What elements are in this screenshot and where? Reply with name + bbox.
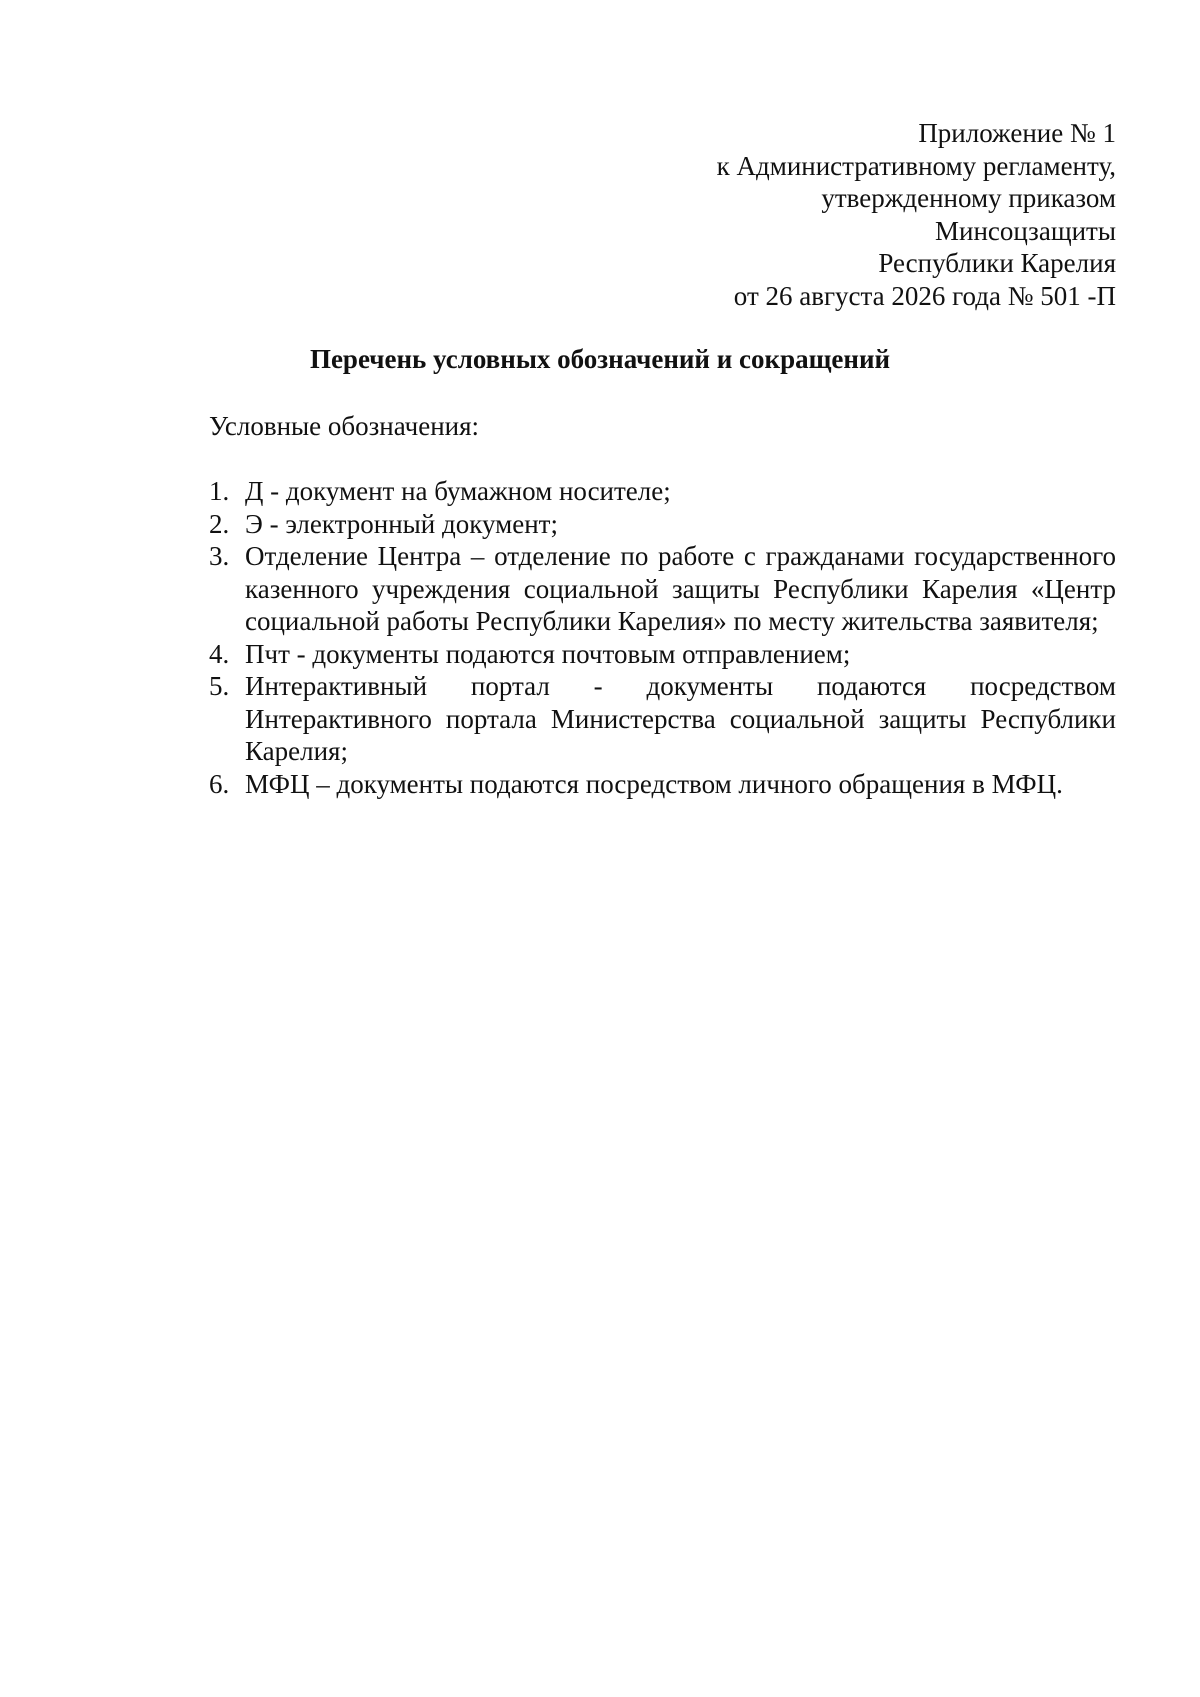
list-item [209, 475, 1116, 508]
list-item [209, 670, 1116, 768]
list-item-text: Пчт - документы подаются почтовым отправлением; [245, 638, 851, 669]
list-item-number: 5. [209, 671, 230, 701]
list-item-text: Отделение Центра – отделение по работе с гражданами государственного казенного учреждения социальной защиты Республики Карелия «Центр социальной работы Республики Карелия» по месту жительства заявителя; [245, 541, 1116, 636]
list-item-number: 1. [209, 476, 230, 506]
list-item [209, 540, 1116, 638]
appendix-line: к Административному регламенту, [716, 150, 1116, 181]
document-title: Перечень условных обозначений и сокращений [309, 344, 891, 374]
appendix-line: Минсоцзащиты [935, 215, 1116, 246]
list-item-number: 4. [209, 638, 230, 669]
list-item-number: 3. [209, 541, 230, 571]
list-item [209, 638, 1116, 671]
list-item [209, 508, 1116, 541]
appendix-line: Республики Карелия [878, 248, 1116, 278]
appendix-line: Приложение № 1 [918, 118, 1116, 148]
list-item [209, 768, 1116, 801]
list-item-number: 2. [209, 508, 230, 539]
appendix-header [516, 117, 1116, 312]
list-item-text: Интерактивный портал - документы подаются посредством Интерактивного портала Министерства социальной защиты Республики Карелия; [245, 671, 1116, 766]
appendix-line: от 26 августа 2026 года № 501 -П [733, 280, 1116, 311]
list-item-text: Э - электронный документ; [245, 508, 558, 539]
appendix-line: утвержденному приказом [821, 183, 1116, 213]
list-item-number: 6. [209, 768, 230, 799]
list-item-text: МФЦ – документы подаются посредством личного обращения в МФЦ. [245, 768, 1063, 799]
list-item-text: Д - документ на бумажном носителе; [245, 476, 671, 506]
abbreviations-list [209, 475, 1116, 800]
section-heading: Условные обозначения: [209, 411, 480, 441]
